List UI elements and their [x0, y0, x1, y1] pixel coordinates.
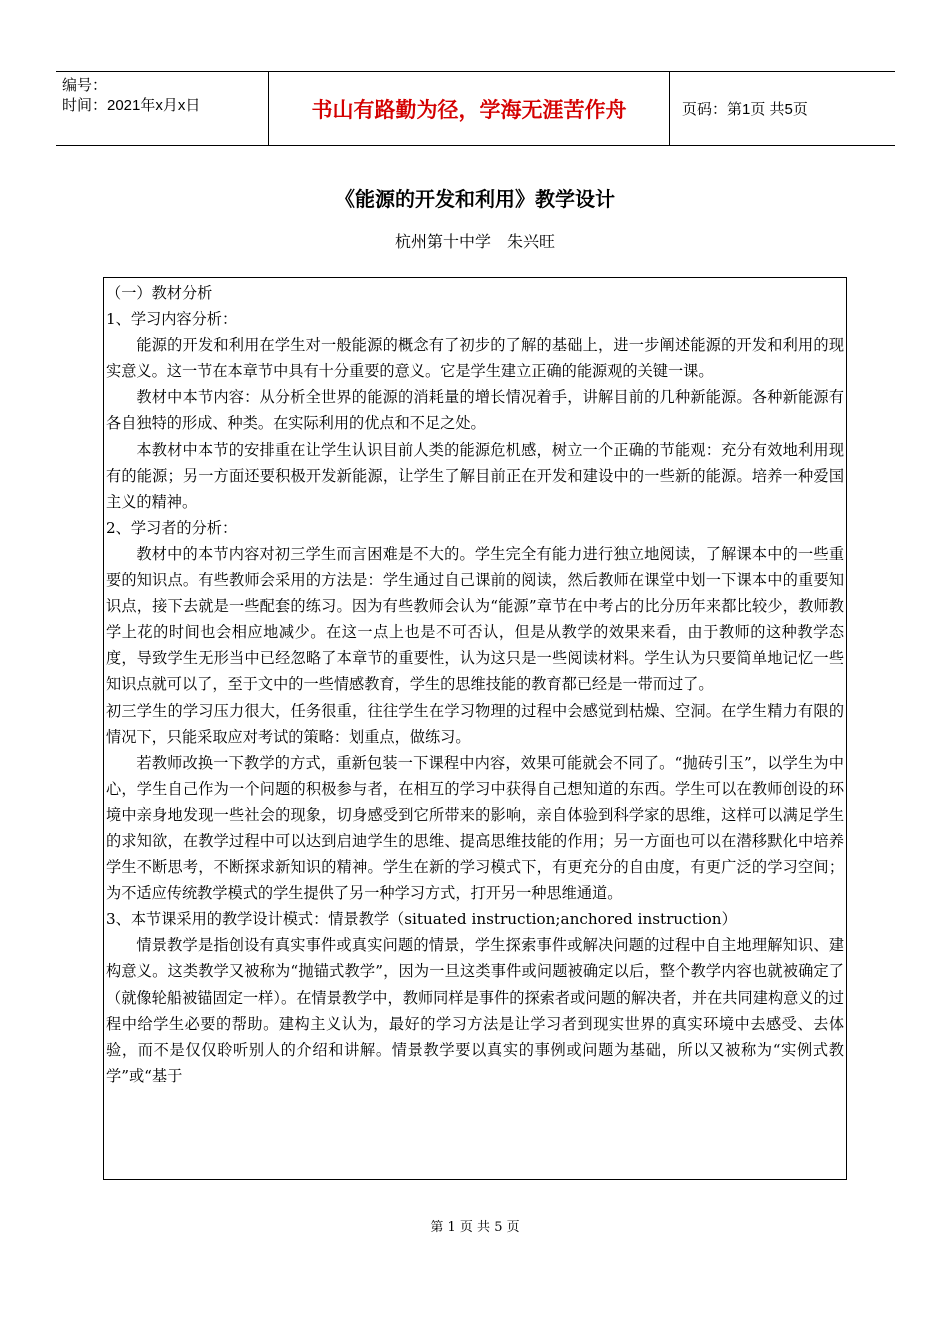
content-box: [103, 277, 847, 1180]
document-header-table: [56, 71, 895, 146]
paragraph: 情景教学是指创设有真实事件或真实问题的情景，学生探索事件或解决问题的过程中自主地理解知识、建构意义。这类教学又被称为“抛锚式教学”，因为一旦这类事件或问题被确定以后，整个教学内容也就被确定了（就像轮船被锚固定一样）。在情景教学中，教师同样是事件的探索者或问题的解决者，并在共同建构意义的过程中给学生必要的帮助。建构主义认为，最好的学习方法是让学习者到现实世界的真实环境中去感受、去体验，而不是仅仅聆听别人的介绍和讲解。情景教学要以真实的事例或问题为基础，所以又被称为“实例式教学”或“基于: [106, 936, 844, 1085]
subheading-learner-analysis: 2、学习者的分析：: [106, 518, 238, 537]
page-footer: 第 1 页 共 5 页: [430, 1220, 520, 1235]
subheading-design-model: 3、本节课采用的教学设计模式：情景教学（situated instruction;anchored instruction）: [106, 910, 737, 929]
paragraph: 能源的开发和利用在学生对一般能源的概念有了初步的了解的基础上，进一步阐述能源的开发和利用的现实意义。这一节在本章节中具有十分重要的意义。它是学生建立正确的能源观的关键一课。: [106, 336, 844, 381]
header-left-cell: [56, 72, 268, 145]
paragraph: 教材中的本节内容对初三学生而言困难是不大的。学生完全有能力进行独立地阅读，了解课本中的一些重要的知识点。有些教师会采用的方法是：学生通过自己课前的阅读，然后教师在课堂中划一下课本中的重要知识点，接下去就是一些配套的练习。因为有些教师会认为“能源”章节在中考占的比分历年来都比较少，教师教学上花的时间也会相应地减少。在这一点上也是不可否认，但是从教学的效果来看，由于教师的这种教学态度，导致学生无形当中已经忽略了本章节的重要性，认为这只是一些阅读材料。学生认为只要简单地记忆一些知识点就可以了，至于文中的一些情感教育，学生的思维技能的教育都已经是一带而过了。: [106, 544, 844, 694]
paragraph: 本教材中本节的安排重在让学生认识目前人类的能源危机感，树立一个正确的节能观：充分有效地利用现有的能源；另一方面还要积极开发新能源，让学生了解目前正在开发和建设中的一些新的能源。培养一种爱国主义的精神。: [106, 440, 844, 511]
content-body: [104, 278, 846, 1089]
subheading-content-analysis: 1、学习内容分析：: [106, 310, 238, 329]
document-time-label: 时间：2021年x月x日: [62, 97, 201, 114]
paragraph: 教材中本节内容：从分析全世界的能源的消耗量的增长情况着手，讲解目前的几种新能源。各种新能源有各自独特的形成、种类。在实际利用的优点和不足之处。: [106, 388, 844, 433]
paragraph: 初三学生的学习压力很大，任务很重，往往学生在学习物理的过程中会感觉到枯燥、空洞。在学生精力有限的情况下，只能采取应对考试的策略：划重点，做练习。: [106, 701, 844, 746]
paragraph: 若教师改换一下教学的方式，重新包装一下课程中内容，效果可能就会不同了。“抛砖引玉”，以学生为中心，学生自己作为一个问题的积极参与者，在相互的学习中获得自己想知道的东西。学生可以在教师创设的环境中亲身地发现一些社会的现象，切身感受到它所带来的影响，亲自体验到科学家的思维，这样可以满足学生的求知欲，在教学过程中可以达到启迪学生的思维、提高思维技能的作用；另一方面也可以在潜移默化中培养学生不断思考，不断探求新知识的精神。学生在新的学习模式下，有更充分的自由度，有更广泛的学习空间；为不适应传统教学模式的学生提供了另一种学习方式，打开另一种思维通道。: [106, 753, 844, 903]
document-number-label: 编号：: [62, 77, 108, 94]
document-title: 《能源的开发和利用》教学设计: [335, 187, 615, 211]
header-page-number: 页码：第1页 共5页: [682, 101, 808, 118]
document-author: 杭州第十中学 朱兴旺: [394, 232, 555, 251]
header-motto: 书山有路勤为径，学海无涯苦作舟: [268, 72, 670, 145]
section-heading-textbook-analysis: （一）教材分析: [106, 284, 213, 302]
